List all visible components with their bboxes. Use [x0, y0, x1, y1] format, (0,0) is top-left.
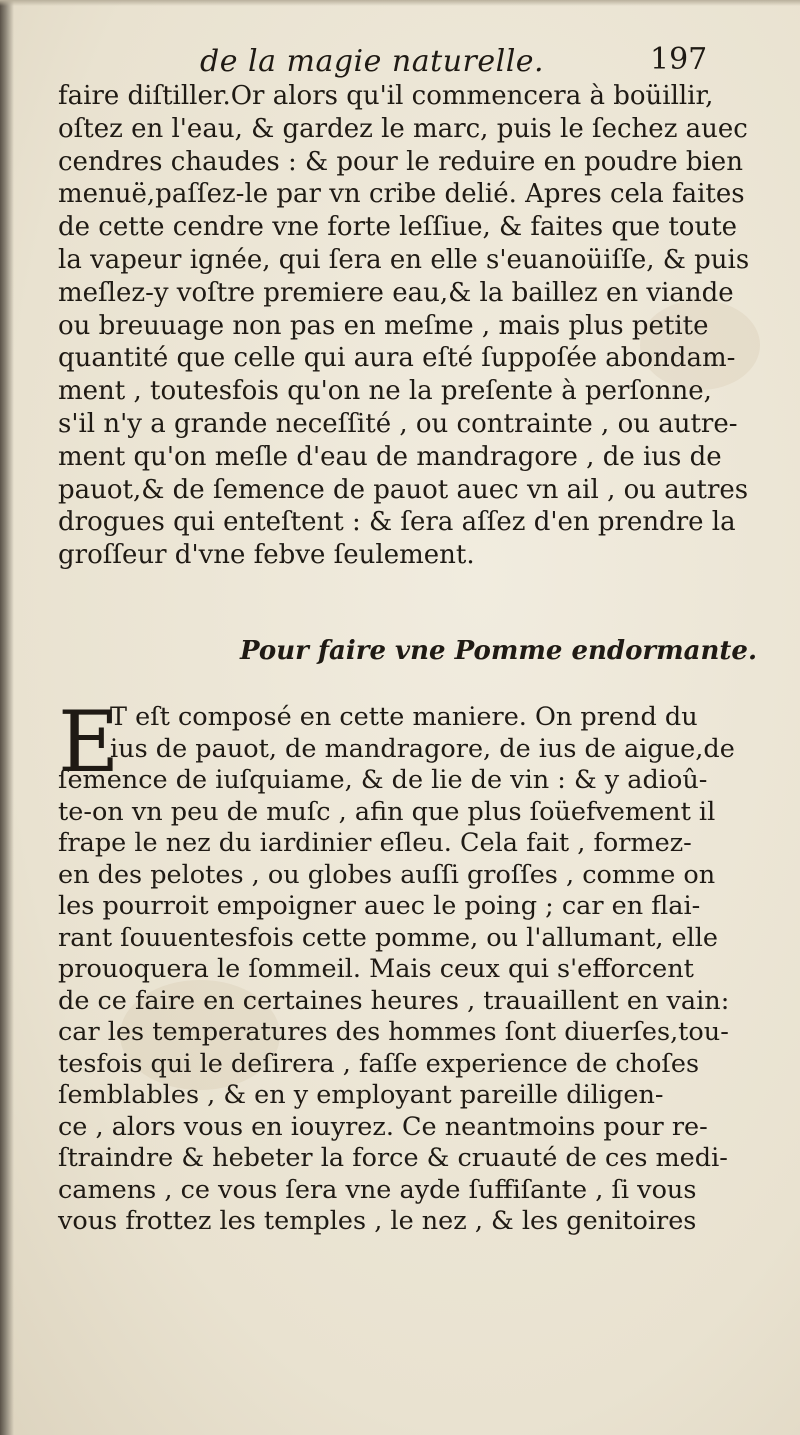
text-line: te-on vn peu de muſc , afin que plus ſoüefvement il	[58, 796, 716, 827]
page-top-edge	[0, 0, 800, 6]
text-line: frape le nez du iardinier eſleu. Cela fait , formez-	[58, 828, 692, 858]
text-line: T eſt composé en cette maniere. On prend du	[110, 702, 698, 732]
paragraph-recipe-continued	[58, 80, 770, 572]
text-line: ou breuuage non pas en meſme , mais plus petite	[58, 310, 709, 341]
text-line: oſtez en l'eau, & gardez le marc, puis le ſechez auec	[58, 113, 748, 144]
text-line: s'il n'y a grande neceſſité , ou contrainte , ou autre-	[58, 408, 738, 439]
page-number: 197	[650, 42, 708, 77]
text-line: groſſeur d'vne febve ſeulement.	[58, 540, 475, 571]
drop-cap: E	[58, 693, 120, 791]
text-line: pauot,& de ſemence de pauot auec vn ail , ou autres	[58, 474, 749, 505]
text-line: ſemblables , & en y employant pareille diligen-	[58, 1080, 664, 1110]
text-line: ment , toutesfois qu'on ne la preſente à perſonne,	[58, 376, 712, 407]
text-line: ment qu'on meſle d'eau de mandragore , de ius de	[58, 441, 722, 472]
text-line: ſtraindre & hebeter la force & cruauté de ces medi-	[58, 1143, 728, 1173]
text-line: en des pelotes , ou globes auſſi groſſes , comme on	[58, 859, 716, 890]
text-line: ſemence de iuſquiame, & de lie de vin : & y adioû-	[58, 765, 708, 795]
running-title: de la magie naturelle.	[200, 44, 545, 79]
binding-shadow	[0, 0, 14, 1435]
text-line: la vapeur ignée, qui ſera en elle s'euanoüiſſe, & puis	[58, 244, 750, 275]
text-line: les pourroit empoigner auec le poing ; car en flai-	[58, 891, 701, 921]
text-line: drogues qui enteſtent : & ſera aſſez d'en prendre la	[58, 507, 736, 538]
text-line: ce , alors vous en iouyrez. Ce neantmoins pour re-	[58, 1111, 708, 1142]
text-line: quantité que celle qui aura eſté ſuppoſée abondam-	[58, 343, 736, 374]
text-line: vous frottez les temples , le nez , & les genitoires	[58, 1206, 697, 1236]
text-line: de cette cendre vne forte leſſiue, & faites que toute	[58, 212, 738, 243]
section-heading: Pour faire vne Pomme endormante.	[240, 636, 757, 666]
text-line: car les temperatures des hommes ſont diuerſes,tou-	[58, 1017, 729, 1047]
text-line: meſlez-y voſtre premiere eau,& la baillez en viande	[58, 277, 734, 308]
text-line: menuë,paſſez-le par vn cribe delié. Apres cela faites	[58, 179, 745, 210]
paragraph-sleeping-apple	[58, 693, 778, 1238]
text-line: cendres chaudes : & pour le reduire en poudre bien	[58, 146, 743, 177]
text-line: de ce faire en certaines heures , trauaillent en vain:	[58, 985, 730, 1016]
text-line: tesfois qui le deſirera , faſſe experience de choſes	[58, 1048, 700, 1079]
text-line: camens , ce vous ſera vne ayde ſuffiſante , ſi vous	[58, 1174, 697, 1205]
text-line: prouoquera le ſommeil. Mais ceux qui s'efforcent	[58, 954, 694, 984]
text-line: rant ſouuentesfois cette pomme, ou l'allumant, elle	[58, 922, 719, 953]
text-line: faire diſtiller.Or alors qu'il commencera à boüillir,	[58, 81, 714, 111]
text-line: ius de pauot, de mandragore, de ius de aigue,de	[110, 733, 735, 764]
